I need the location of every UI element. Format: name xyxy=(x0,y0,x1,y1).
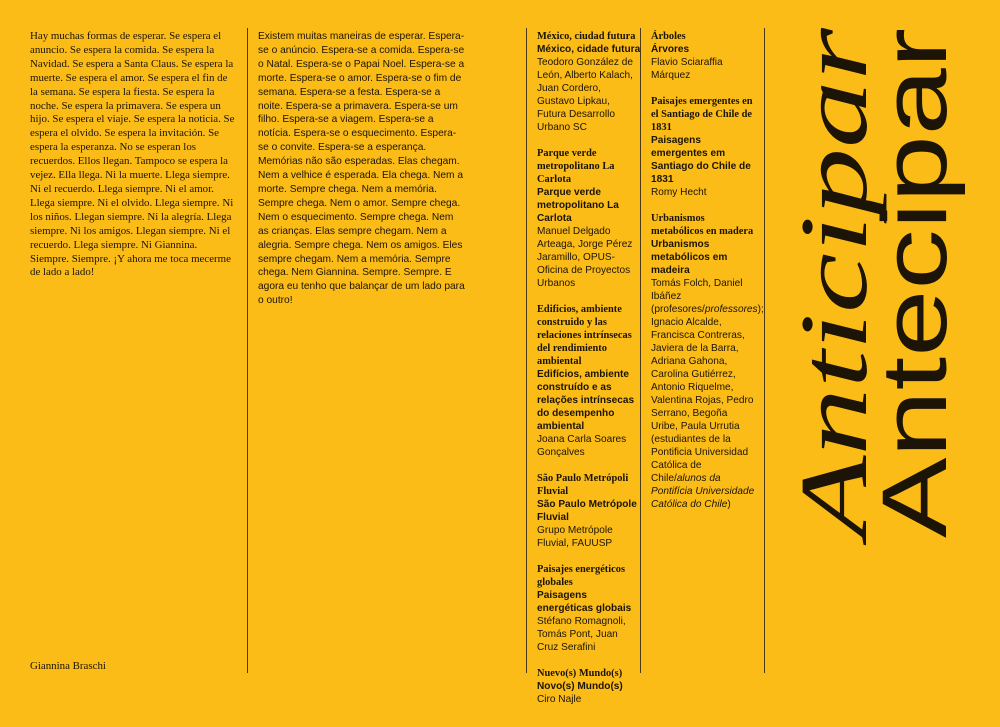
credit-title-pt: São Paulo Metrópole Fluvial xyxy=(537,499,637,523)
credit-entry xyxy=(537,472,641,550)
credit-names: Flavio Sciaraffia Márquez xyxy=(651,57,723,81)
names-part: ); Ignacio Alcalde, Francisca Contreras, Javiera de la Barra, Adriana Gahona, Carolina Gutiérrez, Antonio Riquelme, Valentina Rojas, Pedro Serrano, Begoña Uribe, Paula Urrutia (estudiantes de la Pontificia Universidad Católica de Chile/ xyxy=(651,304,764,484)
credits-column-2 xyxy=(651,30,764,524)
title-svg xyxy=(778,28,968,698)
credit-entry xyxy=(537,30,641,134)
credit-names: Ciro Najle xyxy=(537,694,582,705)
column-divider xyxy=(247,28,248,673)
credit-title-es: Paisajes emergentes en el Santiago de Chile de 1831 xyxy=(651,96,753,133)
credit-title-es: Árboles xyxy=(651,31,686,42)
names-part-italic: professores xyxy=(704,304,758,315)
credit-entry xyxy=(651,212,764,511)
credit-entry xyxy=(651,95,755,199)
credit-title-pt: Urbanismos metabólicos em madeira xyxy=(651,239,728,276)
credits-column-1 xyxy=(537,30,641,719)
credit-title-pt: Novo(s) Mundo(s) xyxy=(537,681,623,692)
title-es: Anticipar xyxy=(780,175,887,538)
author-name: Giannina Braschi xyxy=(30,660,106,672)
credit-names: Stéfano Romagnoli, Tomás Pont, Juan Cruz Serafini xyxy=(537,616,626,653)
credit-title-es: Paisajes energéticos globales xyxy=(537,564,626,588)
credit-title-pt: Paisagens emergentes em Santiago do Chile de 1831 xyxy=(651,135,751,185)
names-part-italic: alunos da Pontifícia Universidade Católica do Chile xyxy=(651,473,755,510)
credit-title-es: Parque verde metropolitano La Carlota xyxy=(537,148,615,185)
column-divider xyxy=(764,28,765,673)
credit-entry xyxy=(537,303,641,459)
title-block xyxy=(778,28,968,698)
credit-names: Romy Hecht xyxy=(651,187,707,198)
names-part: Tomás Folch, Daniel Ibáñez (profesores/ xyxy=(651,278,743,315)
column-divider xyxy=(526,28,527,673)
credit-title-pt: México, cidade futura xyxy=(537,44,641,55)
credit-entry xyxy=(537,563,641,654)
credit-names: Teodoro González de León, Alberto Kalach, Juan Cordero, Gustavo Lipkau, Futura Desarrollo Urbano SC xyxy=(537,57,633,133)
credit-entry xyxy=(651,30,755,82)
spanish-poem: Hay muchas formas de esperar. Se espera el anuncio. Se espera la comida. Se espera la Navidad. Se espera a Santa Claus. Se espera la muerte. Se espera el amor. Se espera el fin de la semana. Se espera la fiesta. Se espera la noche. Se espera la primavera. Se espera un hijo. Se espera el viaje. Se espera la noticia. Se espera el olvido. Se espera la invitación. Se espera la esperanza. No se esperan los recuerdos. Ellos llegan. Tampoco se espera la vejez. Ella llega. Ni la muerte. Llega siempre. Ni el recuerdo. Llega siempre. Ni el amor. Llega siempre. Ni el olvido. Llega siempre. Ni los niños. Llegan siempre. Ni la alegría. Llega siempre. Ni los amigos. Llegan siempre. Ni el recuerdo. Llega siempre. Ni Giannina. Siempre. Siempre. ¡Y ahora me toca mecerme de lado a lado! xyxy=(30,30,235,279)
credit-title-es: Urbanismos metabólicos en madera xyxy=(651,213,754,237)
credit-names: Manuel Delgado Arteaga, Jorge Pérez Jaramillo, OPUS-Oficina de Proyectos Urbanos xyxy=(537,226,633,289)
credit-title-es: São Paulo Metrópoli Fluvial xyxy=(537,473,629,497)
credit-title-es: Edificios, ambiente construido y las relaciones intrínsecas del rendimiento ambiental xyxy=(537,304,632,367)
credit-entry xyxy=(537,667,641,706)
credit-title-pt: Edifícios, ambiente construído e as relações intrínsecas do desempenho ambiental xyxy=(537,369,635,432)
credit-names xyxy=(651,277,764,511)
credit-names: Joana Carla Soares Gonçalves xyxy=(537,434,627,458)
credit-title-es: México, ciudad futura xyxy=(537,31,636,42)
title-pt: Antecipar xyxy=(864,149,966,538)
names-part: ) xyxy=(727,499,731,510)
portuguese-poem: Existem muitas maneiras de esperar. Espera-se o anúncio. Espera-se a comida. Espera-se o Natal. Espera-se o Papai Noel. Espera-se a morte. Espera-se o amor. Espera-se o fim de semana. Espera-se a festa. Espera-se a noite. Espera-se a primavera. Espera-se um filho. Espera-se a viagem. Espera-se a notícia. Espera-se o esquecimento. Espera-se o convite. Espera-se a esperança. Memórias não são esperadas. Elas chegam. Nem a velhice é esperada. Ela chega. Nem a morte. Sempre chega. Nem a memória. Sempre chega. Nem o amor. Sempre chega. Nem o esquecimento. Sempre chega. Nem as crianças. Elas sempre chegam. Nem a alegria. Sempre chega. Nem os amigos. Eles sempre chegam. Nem a memória. Sempre chega. Nem Giannina. Sempre. Sempre. E agora eu tenho que balançar de um lado para o outro! xyxy=(258,31,465,307)
credit-title-pt: Parque verde metropolitano La Carlota xyxy=(537,187,619,224)
credit-title-es: Nuevo(s) Mundo(s) xyxy=(537,668,623,679)
credit-names: Grupo Metrópole Fluvial, FAUUSP xyxy=(537,525,613,549)
credit-title-pt: Árvores xyxy=(651,44,690,55)
credit-entry xyxy=(537,147,641,290)
column-divider xyxy=(640,28,641,673)
credit-title-pt: Paisagens energéticas globais xyxy=(537,590,632,614)
